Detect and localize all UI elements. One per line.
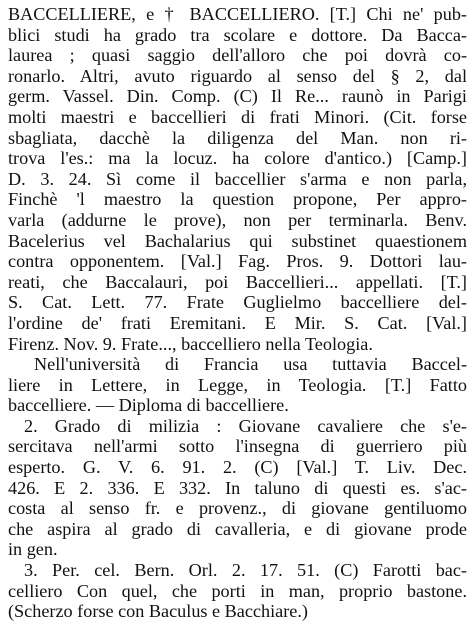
entry-line-30: (Scherzo forse con Baculus e Bacchiare.) xyxy=(8,601,308,622)
entry-line-14: reati, che Baccalauri, poi Baccellieri... appellati. [T.] xyxy=(8,271,467,292)
entry-line-15: S. Cat. Lett. 77. Frate Guglielmo baccelliere del- xyxy=(8,292,467,313)
entry-line-23: esperto. G. V. 6. 91. 2. (C) [Val.] T. Liv. Dec. xyxy=(8,457,467,478)
entry-line-22: sercitava nell'armi sotto l'insegna di guerriero più xyxy=(8,436,467,457)
entry-line-19: liere in Lettere, in Legge, in Teologia. [T.] Fatto xyxy=(8,374,467,395)
entry-line-5: germ. Vassel. Din. Comp. (C) Il Re... raunò in Parigi xyxy=(8,86,467,107)
entry-line-25: costa al senso fr. e provenz., di giovane gentiluomo xyxy=(8,498,467,519)
entry-line-10: Finchè 'l maestro la question propone, Per appro- xyxy=(8,189,467,210)
entry-line-29: celliero Con quel, che porti in man, proprio bastone. xyxy=(8,580,467,601)
entry-line-12: Bacelerius vel Bachalarius qui substinet quaestionem xyxy=(8,230,467,251)
entry-line-28: 3. Per. cel. Bern. Orl. 2. 17. 51. (C) Farotti bac- xyxy=(24,560,467,581)
entry-line-1: BACCELLIERE, e † BACCELLIERO. [T.] Chi ne' pub- xyxy=(8,4,467,24)
entry-line-17: Firenz. Nov. 9. Frate..., baccelliero nella Teologia. xyxy=(8,333,373,354)
entry-line-6: molti maestri e baccellieri di frati Minori. (Cit. forse xyxy=(8,106,467,127)
entry-line-13: contra opponentem. [Val.] Fag. Pros. 9. Dottori lau- xyxy=(8,251,467,272)
entry-line-21: 2. Grado di milizia : Giovane cavaliere che s'e- xyxy=(24,415,467,436)
entry-line-4: ronarlo. Altri, avuto riguardo al senso del § 2, dal xyxy=(8,65,467,86)
entry-line-16: l'ordine de' frati Eremitani. E Mir. S. Cat. [Val.] xyxy=(8,312,467,333)
entry-line-24: 426. E 2. 336. E 332. In taluno di questi es. s'ac- xyxy=(8,477,467,498)
entry-line-11: varla (addurne le prove), non per terminarla. Benv. xyxy=(8,209,467,230)
entry-line-2: blici studi ha grado tra scolare e dottore. Da Bacca- xyxy=(8,24,467,45)
entry-line-7: sbagliata, dacchè la diligenza del Man. non ri- xyxy=(8,127,467,148)
entry-line-20: baccelliere. — Diploma di baccelliere. xyxy=(8,395,289,416)
entry-line-3: laurea ; quasi saggio dell'alloro che poi dovrà co- xyxy=(8,45,467,66)
entry-line-26: che aspira al grado di cavalleria, e di giovane prode xyxy=(8,518,467,539)
entry-line-9: D. 3. 24. Sì come il baccellier s'arma e non parla, xyxy=(8,168,467,189)
entry-line-18: Nell'università di Francia usa tuttavia Baccel- xyxy=(34,354,467,375)
entry-line-27: in gen. xyxy=(8,539,58,560)
entry-line-8: trova l'es.: ma la locuz. ha colore d'antico.) [Camp.] xyxy=(8,148,467,169)
